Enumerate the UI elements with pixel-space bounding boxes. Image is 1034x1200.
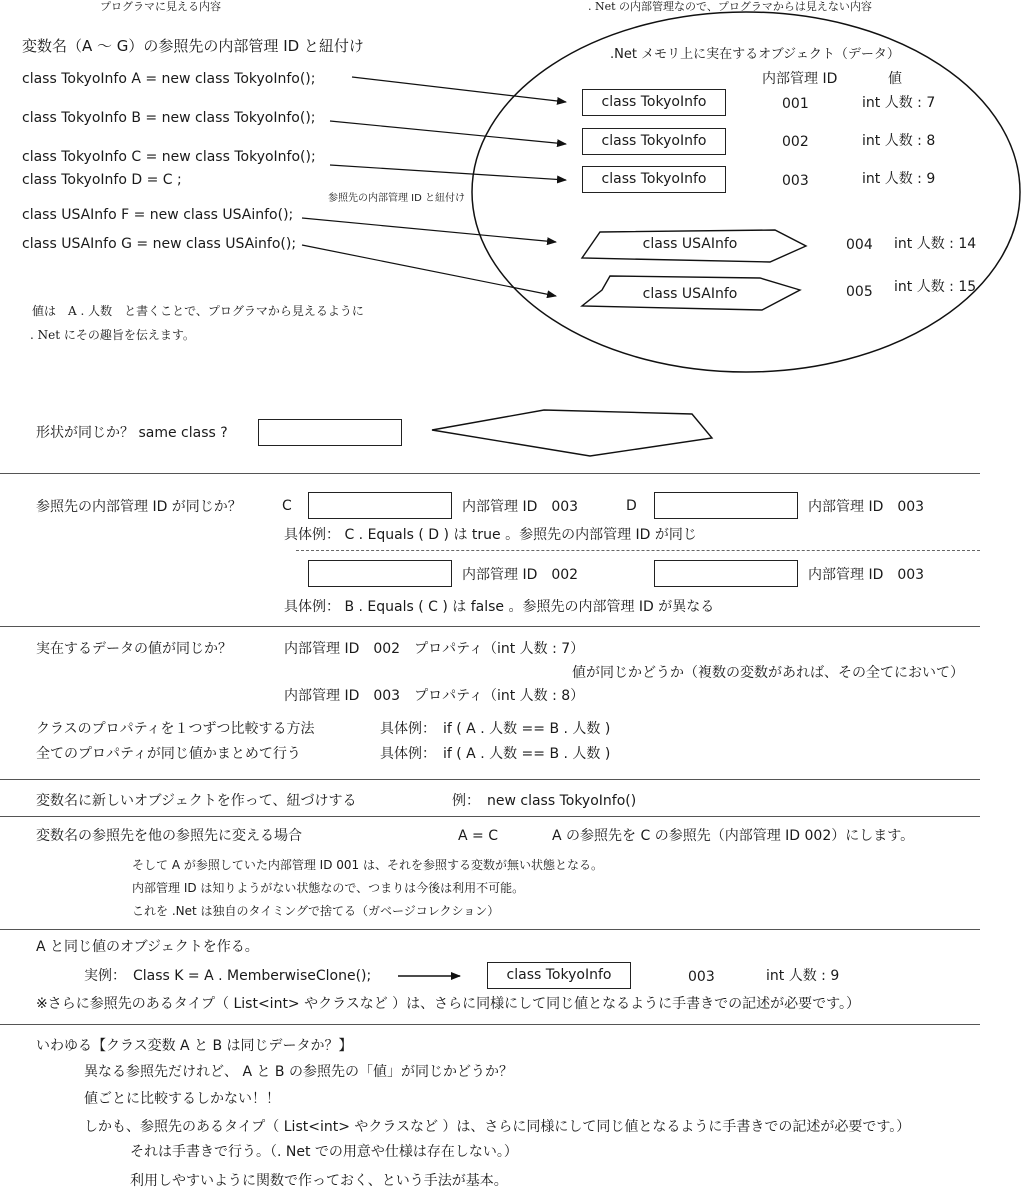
clone-object-id: 003	[688, 969, 715, 985]
new-object-label: 変数名に新しいオブジェクトを作って、紐づけする	[36, 793, 357, 809]
method-one-by-one-example: 具体例： if ( A . 人数 == B . 人数 )	[380, 721, 611, 737]
property-id-002: 内部管理 ID 002 プロパティ（int 人数 : 7）	[284, 641, 585, 657]
arrow-a	[352, 77, 566, 102]
object-value-002: int 人数 : 8	[862, 133, 936, 149]
object-value-001: int 人数 : 7	[862, 95, 936, 111]
object-id-004: 004	[846, 237, 873, 253]
method-all-at-once: 全てのプロパティが同じ値かまとめて行う	[36, 746, 301, 762]
arrow-c	[330, 165, 566, 180]
usa-object-005-label: class USAInfo	[642, 286, 738, 302]
var-b-box	[308, 560, 452, 587]
decl-c: class TokyoInfo C = new class TokyoInfo();	[22, 149, 316, 165]
divider-4	[0, 816, 980, 817]
tokyo-object-002-label: class TokyoInfo	[601, 133, 707, 149]
method-all-at-once-example: 具体例： if ( A . 人数 == B . 人数 )	[380, 746, 611, 762]
equals-example-false: 具体例： B . Equals ( C ) は false 。参照先の内部管理 ID が異なる	[284, 599, 715, 615]
var-c2-box	[654, 560, 798, 587]
var-d-id: 内部管理 ID 003	[808, 499, 925, 515]
binding-small-label: 参照先の内部管理 ID と紐付け	[328, 193, 466, 204]
divider-5	[0, 929, 980, 930]
compare-polygon-shape	[432, 410, 712, 456]
var-b-id: 内部管理 ID 002	[462, 567, 579, 583]
var-c-box	[308, 492, 452, 519]
summary-line-3: しかも、参照先のあるタイプ（ List<int> やクラスなど ）は、さらに同様にして同じ値となるように手書きでの記述が必要です。）	[84, 1119, 911, 1135]
var-d-box	[654, 492, 798, 519]
memory-col-value: 値	[888, 71, 902, 87]
summary-line-2: 値ごとに比較するしかない！！	[84, 1091, 280, 1107]
change-ref-equation: A = C	[458, 828, 498, 844]
arrow-b	[330, 121, 566, 144]
object-id-001: 001	[782, 96, 809, 112]
change-ref-label: 変数名の参照先を他の参照先に変える場合	[36, 828, 302, 844]
same-class-label: 形状が同じか？ same class ?	[36, 425, 228, 441]
tokyo-object-001-label: class TokyoInfo	[601, 94, 707, 110]
object-value-004: int 人数 : 14	[894, 236, 977, 252]
change-ref-description: A の参照先を C の参照先（内部管理 ID 002）にします。	[552, 828, 915, 844]
divider-2	[0, 626, 980, 627]
clone-object-label: class TokyoInfo	[506, 967, 612, 983]
decl-f: class USAInfo F = new class USAinfo();	[22, 207, 294, 223]
clone-example: 実例： Class K = A . MemberwiseClone();	[84, 968, 372, 984]
memory-col-id: 内部管理 ID	[762, 71, 838, 87]
object-id-003: 003	[782, 173, 809, 189]
binding-title: 変数名（A ～ G）の参照先の内部管理 ID と紐付け	[22, 37, 364, 55]
equals-example-true: 具体例： C . Equals ( D ) は true 。参照先の内部管理 ID が同じ	[284, 527, 697, 543]
new-object-example: 例： new class TokyoInfo()	[452, 793, 637, 809]
memory-ellipse	[472, 12, 1020, 372]
var-c2-id: 内部管理 ID 003	[808, 567, 925, 583]
gc-note-2: 内部管理 ID は知りようがない状態なので、つまりは今後は利用不可能。	[132, 881, 525, 895]
summary-line-5: 利用しやすいように関数で作っておく、という手法が基本。	[130, 1173, 508, 1189]
dashed-divider	[296, 550, 980, 551]
object-value-003: int 人数 : 9	[862, 171, 936, 187]
gc-note-3: これを .Net は独自のタイミングで捨てる（ガベージコレクション）	[132, 904, 500, 918]
object-id-002: 002	[782, 134, 809, 150]
same-value-label: 実在するデータの値が同じか？	[36, 641, 232, 657]
var-c-id: 内部管理 ID 003	[462, 499, 579, 515]
method-one-by-one: クラスのプロパティを１つずつ比較する方法	[36, 721, 315, 737]
var-d-label: D	[626, 498, 637, 514]
memory-title: .Net メモリ上に実在するオブジェクト（データ）	[610, 47, 900, 62]
header-left: プログラマに見える内容	[100, 0, 221, 13]
value-compare-note: 値が同じかどうか（複数の変数があれば、その全てにおいて）	[572, 665, 964, 681]
clone-label: A と同じ値のオブジェクトを作る。	[36, 939, 259, 955]
arrow-g	[302, 245, 556, 296]
summary-title: いわゆる【クラス変数 A と B は同じデータか？】	[36, 1038, 353, 1054]
summary-line-4: それは手書きで行う。（. Net での用意や仕様は存在しない。）	[130, 1144, 518, 1160]
tokyo-object-003-label: class TokyoInfo	[601, 171, 707, 187]
summary-line-1: 異なる参照先だけれど、 A と B の参照先の「値」が同じかどうか？	[84, 1064, 513, 1080]
property-id-003: 内部管理 ID 003 プロパティ（int 人数 : 8）	[284, 688, 585, 704]
note-line-1: 値は A . 人数 と書くことで、プログラマから見えるように	[32, 304, 364, 318]
clone-object-value: int 人数 : 9	[766, 968, 840, 984]
clone-deep-note: ※さらに参照先のあるタイプ（ List<int> やクラスなど ）は、さらに同様にして同じ値となるように手書きでの記述が必要です。）	[36, 996, 861, 1012]
divider-6	[0, 1024, 980, 1025]
gc-note-1: そして A が参照していた内部管理 ID 001 は、それを参照する変数が無い状態となる。	[132, 858, 603, 872]
object-id-005: 005	[846, 284, 873, 300]
same-id-label: 参照先の内部管理 ID が同じか？	[36, 499, 242, 515]
arrow-f	[302, 218, 556, 242]
compare-rect-shape	[258, 419, 402, 446]
decl-d: class TokyoInfo D = C ;	[22, 172, 182, 188]
divider-3	[0, 779, 980, 780]
header-right: . Net の内部管理なので、プログラマからは見えない内容	[588, 0, 872, 13]
var-c-label: C	[282, 498, 292, 514]
decl-b: class TokyoInfo B = new class TokyoInfo();	[22, 110, 316, 126]
object-value-005: int 人数 : 15	[894, 279, 977, 295]
note-line-2: . Net にその趣旨を伝えます。	[30, 328, 195, 342]
decl-a: class TokyoInfo A = new class TokyoInfo();	[22, 71, 316, 87]
divider-1	[0, 473, 980, 474]
decl-g: class USAInfo G = new class USAinfo();	[22, 236, 297, 252]
usa-object-004-label: class USAInfo	[642, 236, 738, 252]
